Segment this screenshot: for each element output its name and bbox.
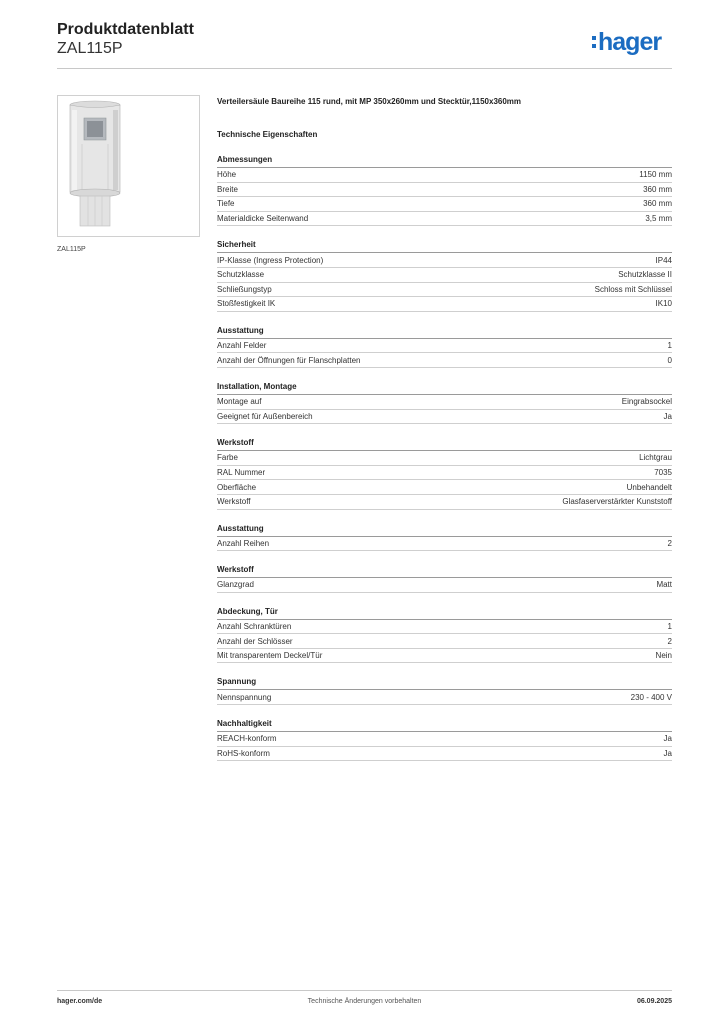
property-value: Unbehandelt bbox=[626, 482, 672, 492]
property-groups bbox=[217, 154, 672, 761]
property-label: Schutzklasse bbox=[217, 270, 265, 280]
logo-text: hager bbox=[598, 28, 662, 56]
property-value: 230 - 400 V bbox=[630, 692, 672, 702]
property-label: Anzahl Schranktüren bbox=[217, 621, 292, 631]
property-label: Schließungstyp bbox=[217, 284, 272, 294]
property-group bbox=[217, 523, 672, 552]
group-title: Ausstattung bbox=[217, 523, 672, 537]
property-label: Nennspannung bbox=[217, 692, 272, 702]
property-label: REACH-konform bbox=[217, 734, 277, 744]
property-label: Stoßfestigkeit IK bbox=[217, 299, 276, 309]
footer-website: hager.com/de bbox=[57, 998, 103, 1005]
property-row bbox=[217, 283, 672, 298]
property-value: IP44 bbox=[655, 255, 672, 265]
section-title: Technische Eigenschaften bbox=[217, 130, 318, 139]
property-group bbox=[217, 564, 672, 593]
property-row bbox=[217, 410, 672, 425]
property-label: RoHS-konform bbox=[217, 748, 270, 758]
property-value: 7035 bbox=[654, 468, 672, 478]
document-title: Produktdatenblatt bbox=[57, 21, 194, 38]
property-label: Tiefe bbox=[217, 199, 235, 209]
property-value: 2 bbox=[667, 538, 672, 548]
property-group bbox=[217, 381, 672, 424]
property-group bbox=[217, 676, 672, 705]
property-group bbox=[217, 606, 672, 664]
hager-logo bbox=[592, 26, 674, 60]
property-label: Farbe bbox=[217, 453, 238, 463]
property-label: Glanzgrad bbox=[217, 580, 254, 590]
property-label: Montage auf bbox=[217, 397, 262, 407]
property-group bbox=[217, 239, 672, 311]
property-value: 2 bbox=[667, 636, 672, 646]
property-label: Anzahl Felder bbox=[217, 341, 267, 351]
property-value: 3,5 mm bbox=[645, 214, 672, 224]
property-value: 360 mm bbox=[643, 184, 672, 194]
footer-notice: Technische Änderungen vorbehalten bbox=[307, 998, 422, 1005]
property-label: RAL Nummer bbox=[217, 468, 266, 478]
property-value: Ja bbox=[663, 748, 672, 758]
property-row bbox=[217, 197, 672, 212]
property-value: 360 mm bbox=[643, 199, 672, 209]
group-title: Abmessungen bbox=[217, 154, 672, 168]
product-details bbox=[217, 96, 672, 761]
property-row bbox=[217, 732, 672, 747]
group-title: Abdeckung, Tür bbox=[217, 606, 672, 620]
property-label: Anzahl Reihen bbox=[217, 538, 270, 548]
property-group bbox=[217, 437, 672, 509]
property-label: Höhe bbox=[217, 170, 237, 180]
property-row bbox=[217, 578, 672, 593]
property-value: 1150 mm bbox=[639, 170, 672, 180]
group-title: Sicherheit bbox=[217, 239, 672, 253]
property-row bbox=[217, 339, 672, 354]
property-value: 0 bbox=[667, 355, 672, 365]
property-label: Geeignet für Außenbereich bbox=[217, 411, 313, 421]
header-divider bbox=[57, 68, 672, 69]
property-row bbox=[217, 395, 672, 410]
property-label: Materialdicke Seitenwand bbox=[217, 214, 309, 224]
property-row bbox=[217, 480, 672, 495]
property-row bbox=[217, 537, 672, 552]
property-row bbox=[217, 690, 672, 705]
product-description: Verteilersäule Baureihe 115 rund, mit MP 350x260mm und Stecktür,1150x360mm bbox=[217, 97, 522, 106]
property-row bbox=[217, 297, 672, 312]
product-image-caption: ZAL115P bbox=[57, 246, 86, 253]
footer-date: 06.09.2025 bbox=[636, 998, 672, 1005]
property-row bbox=[217, 495, 672, 510]
property-row bbox=[217, 253, 672, 268]
property-value: IK10 bbox=[655, 299, 672, 309]
property-row bbox=[217, 168, 672, 183]
group-title: Ausstattung bbox=[217, 325, 672, 339]
property-label: Breite bbox=[217, 184, 238, 194]
property-label: Mit transparentem Deckel/Tür bbox=[217, 651, 323, 661]
property-value: Schutzklasse II bbox=[618, 270, 672, 280]
property-value: Matt bbox=[656, 580, 672, 590]
property-label: IP-Klasse (Ingress Protection) bbox=[217, 255, 324, 265]
footer-divider bbox=[57, 990, 672, 991]
property-label: Werkstoff bbox=[217, 497, 251, 507]
property-value: Ja bbox=[663, 734, 672, 744]
property-group bbox=[217, 154, 672, 226]
property-value: Schloss mit Schlüssel bbox=[594, 284, 672, 294]
product-image bbox=[57, 95, 200, 237]
property-value: Lichtgrau bbox=[639, 453, 672, 463]
property-row bbox=[217, 353, 672, 368]
property-label: Oberfläche bbox=[217, 482, 257, 492]
group-title: Werkstoff bbox=[217, 437, 672, 451]
property-row bbox=[217, 212, 672, 227]
property-row bbox=[217, 268, 672, 283]
product-code: ZAL115P bbox=[57, 40, 123, 57]
property-value: 1 bbox=[667, 341, 672, 351]
property-value: 1 bbox=[667, 621, 672, 631]
group-title: Spannung bbox=[217, 676, 672, 690]
property-value: Glasfaserverstärkter Kunststoff bbox=[562, 497, 672, 507]
property-row bbox=[217, 649, 672, 664]
group-title: Nachhaltigkeit bbox=[217, 718, 672, 732]
property-row bbox=[217, 466, 672, 481]
property-row bbox=[217, 451, 672, 466]
property-value: Eingrabsockel bbox=[621, 397, 672, 407]
group-title: Werkstoff bbox=[217, 564, 672, 578]
property-group bbox=[217, 325, 672, 368]
property-group bbox=[217, 718, 672, 761]
property-value: Ja bbox=[663, 411, 672, 421]
property-label: Anzahl der Schlösser bbox=[217, 636, 293, 646]
property-label: Anzahl der Öffnungen für Flanschplatten bbox=[217, 355, 361, 365]
property-row bbox=[217, 634, 672, 649]
property-value: Nein bbox=[655, 651, 672, 661]
property-row bbox=[217, 183, 672, 198]
property-row bbox=[217, 747, 672, 762]
document-header bbox=[57, 20, 194, 58]
group-title: Installation, Montage bbox=[217, 381, 672, 395]
property-row bbox=[217, 620, 672, 635]
